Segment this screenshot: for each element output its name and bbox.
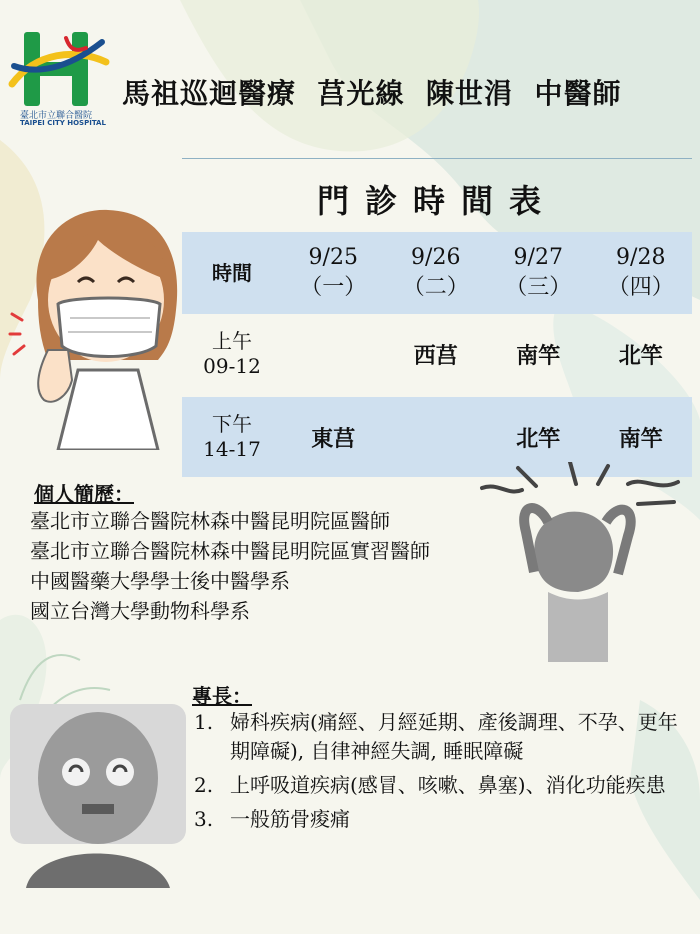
day-header <box>385 232 488 314</box>
schedule-table <box>182 232 692 477</box>
resume-item: 中國醫藥大學學士後中醫學系 <box>30 569 290 593</box>
resume-heading: 個人簡歷： <box>34 482 134 506</box>
logo-english-name: TAIPEI CITY HOSPITAL <box>20 119 106 127</box>
specialty-text: 一般筋骨痠痛 <box>230 807 350 831</box>
day-header <box>487 232 590 314</box>
resume-item: 臺北市立聯合醫院林森中醫昆明院區實習醫師 <box>30 539 430 563</box>
title-divider <box>182 158 692 159</box>
specialty-number: 1. <box>194 710 214 734</box>
schedule-cell <box>385 397 488 477</box>
specialty-number: 2. <box>194 773 214 797</box>
morning-label: 上午 09-12 <box>203 329 261 378</box>
resume-item: 國立台灣大學動物科學系 <box>30 599 250 623</box>
afternoon-label: 下午 14-17 <box>182 397 282 477</box>
specialty-item <box>194 771 694 800</box>
day-weekday: （一） <box>300 275 367 300</box>
dizzy-person-illustration <box>6 692 190 888</box>
day-header <box>590 232 693 314</box>
schedule-cell: 北竿 <box>618 342 663 369</box>
day-weekday: （三） <box>505 275 572 300</box>
schedule-cell <box>282 314 385 394</box>
schedule-cell: 西莒 <box>413 342 458 369</box>
day-weekday: （四） <box>607 275 674 300</box>
day-header <box>282 232 385 314</box>
logo-chinese-name: 臺北市立聯合醫院 <box>20 111 93 121</box>
morning-row <box>182 314 692 394</box>
specialty-text: 上呼吸道疾病(感冒、咳嗽、鼻塞)、消化功能疾患 <box>230 773 666 797</box>
specialty-text: 婦科疾病(痛經、月經延期、產後調理、不孕、更年期障礙), 自律神經失調, 睡眠障礙 <box>230 710 678 763</box>
schedule-header-row <box>182 232 692 314</box>
specialty-number: 3. <box>194 807 214 831</box>
stressed-person-illustration <box>478 462 688 668</box>
specialty-list <box>194 708 694 839</box>
specialty-item <box>194 708 694 766</box>
doctor-illustration <box>8 200 188 450</box>
schedule-cell: 東莒 <box>282 397 385 477</box>
specialty-heading: 專長： <box>192 684 252 708</box>
specialty-item <box>194 805 694 834</box>
day-date: 9/28 <box>616 245 666 271</box>
day-weekday: （二） <box>402 275 469 300</box>
schedule-cell: 南竿 <box>516 342 561 369</box>
day-date: 9/26 <box>411 245 461 271</box>
page-title: 馬祖巡迴醫療 莒光線 陳世涓 中醫師 <box>122 77 622 110</box>
day-date: 9/27 <box>513 245 563 271</box>
day-date: 9/25 <box>308 245 358 271</box>
schedule-cell: 北竿 <box>487 397 590 477</box>
resume-item: 臺北市立聯合醫院林森中醫昆明院區醫師 <box>30 509 390 533</box>
schedule-title: 門診時間表 <box>316 182 557 220</box>
time-header: 時間 <box>182 232 282 314</box>
schedule-cell: 南竿 <box>590 397 693 477</box>
resume-list <box>30 506 430 626</box>
